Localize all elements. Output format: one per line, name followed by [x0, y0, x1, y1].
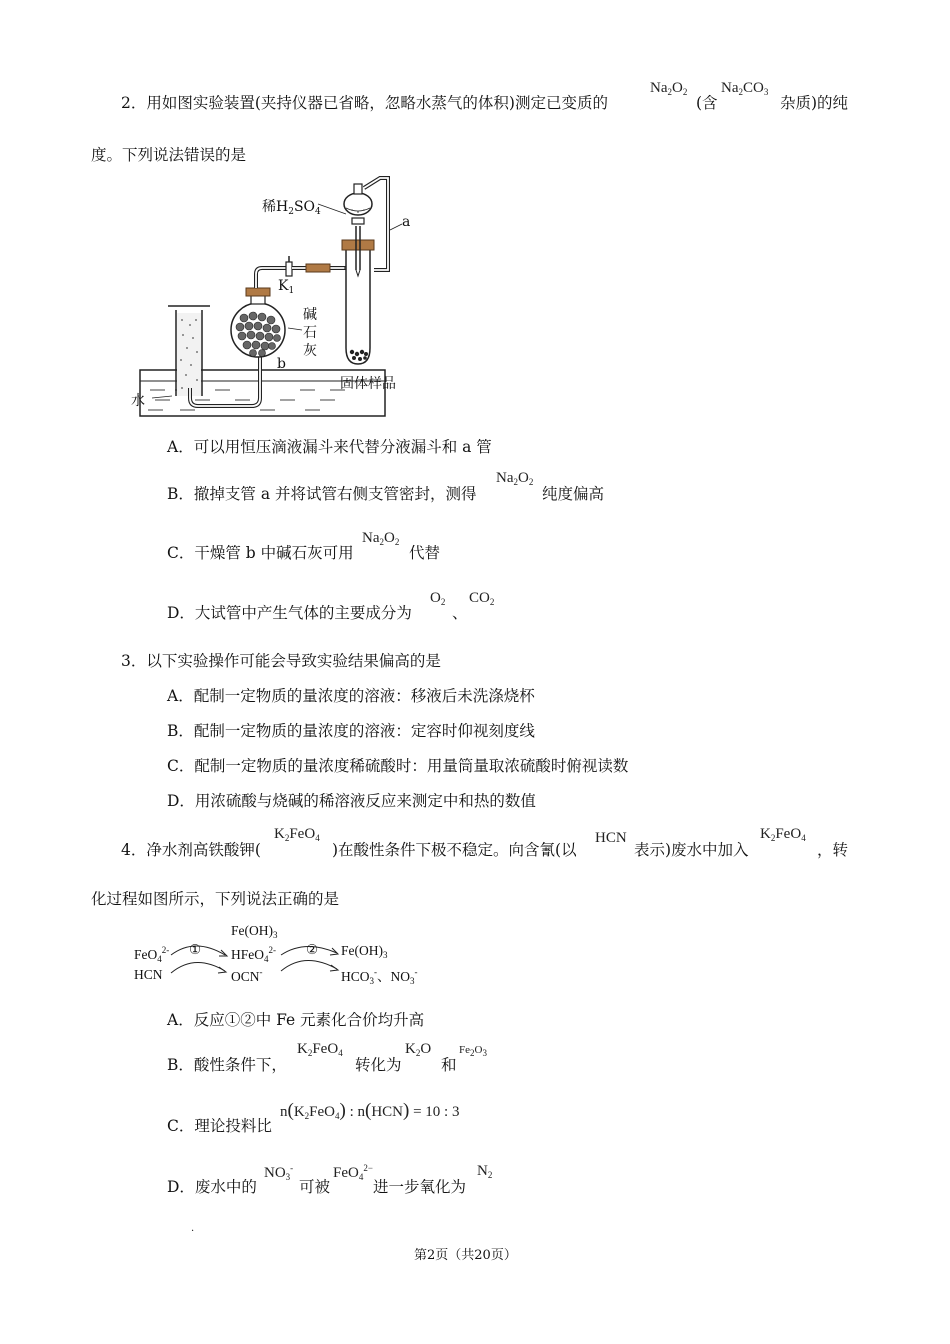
formula-feo4-d: FeO$_4^{2-}$ — [333, 1163, 373, 1182]
page-footer: 第2页（共20页） — [414, 1248, 517, 1263]
q2-option-c: C．干燥管 b 中碱石灰可用 — [167, 544, 354, 562]
label-k1: $K_1$ — [278, 278, 295, 296]
formula-na2o2-c: $Na_2O_2$ — [362, 530, 400, 547]
arrow-step1-bottom — [171, 962, 225, 973]
scheme-feoh3-top: $Fe(OH)_3$ — [231, 923, 278, 940]
q4-stem-line2: 化过程如图所示，下列说法正确的是 — [91, 890, 340, 908]
q3-option-a: A．配制一定物质的量浓度的溶液：移液后未洗涤烧杯 — [167, 687, 535, 705]
q4-option-d-end: 进一步氧化为 — [373, 1178, 467, 1196]
q2-option-b: B．撤掉支管 a 并将试管右侧支管密封，测得 — [167, 485, 477, 503]
formula-k2feo4: $K_2FeO_4$ — [274, 826, 320, 843]
funnel-stopcock — [352, 218, 364, 224]
q2-option-d: D．大试管中产生气体的主要成分为 — [167, 604, 412, 622]
q2-option-d-sep: 、 — [452, 604, 468, 622]
arrow-step2-bottom — [281, 960, 337, 971]
scheme-hcn: HCN — [134, 967, 163, 982]
q4-stem-line1-d: ，转 — [817, 841, 849, 859]
label-dilute-h2so4: 稀$H_2SO_4$ — [262, 199, 321, 217]
label-drying-tube-b: b — [277, 356, 286, 372]
label-soda-lime-3: 灰 — [303, 343, 317, 359]
formula-hcn: HCN — [595, 830, 627, 846]
label-soda-lime-2: 石 — [303, 325, 317, 341]
q4-option-b: B．酸性条件下， — [167, 1056, 287, 1074]
q3-stem: 3．以下实验操作可能会导致实验结果偏高的是 — [121, 652, 441, 670]
q2-paren-open: (含 — [696, 94, 718, 112]
q2-option-a: A．可以用恒压滴液漏斗来代替分液漏斗和 a 管 — [167, 438, 492, 456]
q4-option-c: C．理论投料比 — [167, 1117, 272, 1135]
scheme-step1: ① — [189, 942, 202, 957]
q3-option-d: D．用浓硫酸与烧碱的稀溶液反应来测定中和热的数值 — [167, 792, 536, 810]
scheme-step2: ② — [306, 942, 319, 957]
scheme-feo4: FeO$_4^{2-}$ — [134, 945, 170, 964]
formula-feed-ratio: $n(K_2FeO_4)$ : n(HCN) = 10 : 3 — [280, 1100, 460, 1121]
stray-dot: . — [191, 1223, 195, 1234]
test-tube — [346, 250, 370, 364]
formula-na2o2: $Na_2O_2$ — [650, 80, 688, 97]
q4-option-b-mid: 转化为 — [355, 1056, 402, 1074]
label-water: 水 — [131, 393, 145, 409]
scheme-feoh3-product: $Fe(OH)_3$ — [341, 943, 388, 960]
q4-option-d: D．废水中的 — [167, 1178, 257, 1196]
q4-option-b-and: 和 — [441, 1056, 457, 1074]
formula-na2o2-b: $Na_2O_2$ — [496, 470, 534, 487]
q2-stem-line2: 度。下列说法错误的是 — [91, 146, 247, 164]
q2-option-c-end: 代替 — [409, 544, 441, 562]
q4-option-d-mid: 可被 — [299, 1178, 331, 1196]
q2-stem-line1: 2．用如图实验装置(夹持仪器已省略，忽略水蒸气的体积)测定已变质的 — [121, 94, 608, 112]
q4-option-a: A．反应①②中 Fe 元素化合价均升高 — [167, 1011, 425, 1029]
q3-option-b: B．配制一定物质的量浓度的溶液：定容时仰视刻度线 — [167, 722, 535, 740]
formula-no3: $NO_3^-$ — [264, 1163, 294, 1182]
q2-option-b-end: 纯度偏高 — [542, 485, 605, 503]
q4-stem-line1-c: 表示)废水中加入 — [634, 841, 749, 859]
q2-stem-line1-end: 杂质)的纯 — [780, 94, 849, 112]
formula-k2feo4-b: $K_2FeO_4$ — [760, 826, 806, 843]
scheme-hfeo4: HFeO$_4^{2-}$ — [231, 945, 276, 964]
formula-k2o: $K_2O$ — [405, 1041, 432, 1058]
k1-clamp — [286, 262, 292, 276]
formula-na2co3: $Na_2CO_3$ — [721, 80, 769, 97]
scheme-hco3-no3: $HCO_3^-$、$NO_3^-$ — [341, 967, 418, 986]
scheme-ocn: OCN- — [231, 967, 263, 984]
formula-n2: $N_2$ — [477, 1163, 493, 1180]
formula-o2: $O_2$ — [430, 590, 446, 607]
q4-stem-line1: 4．净水剂高铁酸钾( — [121, 841, 261, 859]
label-soda-lime-1: 碱 — [303, 307, 317, 323]
rubber-connector — [306, 264, 330, 272]
tube-stopper — [342, 240, 374, 250]
q4-stem-line1-b: )在酸性条件下极不稳定。向含氰(以 — [332, 841, 577, 859]
q3-option-c: C．配制一定物质的量浓度稀硫酸时：用量筒量取浓硫酸时俯视读数 — [167, 757, 629, 775]
label-solid-sample: 固体样品 — [340, 376, 396, 392]
formula-k2feo4-c: $K_2FeO_4$ — [297, 1041, 343, 1058]
formula-fe2o3: $Fe_2O_3$ — [459, 1044, 487, 1058]
label-tube-a: a — [402, 214, 411, 230]
bulb-stopper — [246, 288, 270, 296]
formula-co2: $CO_2$ — [469, 590, 495, 607]
